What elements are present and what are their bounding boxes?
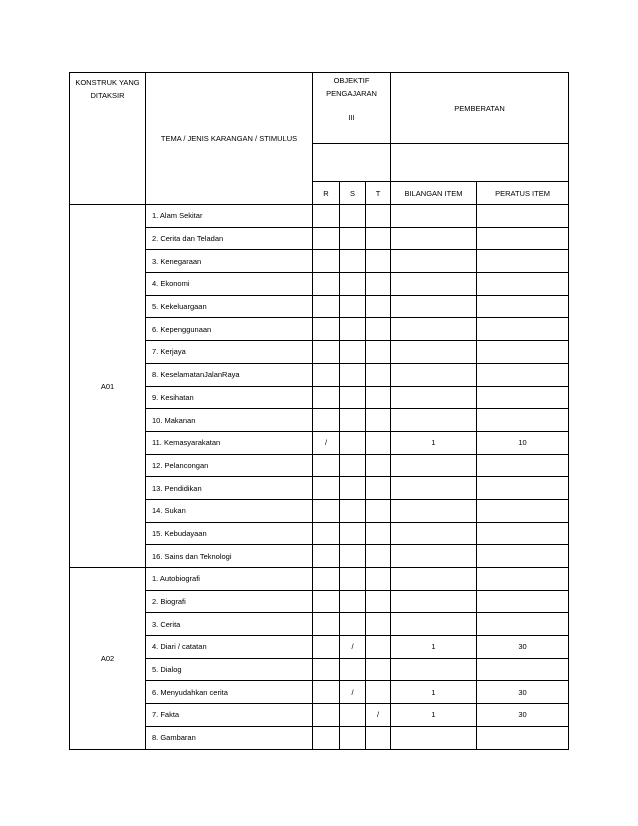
mark-r-cell [313,499,340,522]
peratus-cell [477,499,569,522]
mark-r-cell [313,522,340,545]
mark-s-cell [340,658,366,681]
header-objektif [313,73,391,144]
mark-r-cell [313,545,340,568]
bilangan-cell: 1 [391,681,477,704]
mark-s-cell [340,454,366,477]
mark-r-cell [313,250,340,273]
header-col-s: S [340,182,366,205]
topic-cell: 7. Fakta [146,704,313,727]
mark-t-cell [366,273,391,296]
header-konstruk: KONSTRUK YANG DITAKSIR [70,73,146,205]
mark-r-cell [313,295,340,318]
bilangan-cell: 1 [391,636,477,659]
mark-t-cell [366,386,391,409]
header-col-bilangan: BILANGAN ITEM [391,182,477,205]
topic-cell: 8. KeselamatanJalanRaya [146,363,313,386]
mark-r-cell [313,454,340,477]
header-objektif-line2: PENGAJARAN [326,89,377,98]
mark-r-cell [313,568,340,591]
mark-r-cell: / [313,431,340,454]
mark-t-cell: / [366,704,391,727]
peratus-cell: 30 [477,704,569,727]
mark-t-cell [366,318,391,341]
peratus-cell [477,250,569,273]
peratus-cell [477,613,569,636]
mark-s-cell [340,522,366,545]
specification-table [69,72,569,750]
mark-t-cell [366,363,391,386]
topic-cell: 4. Diari / catatan [146,636,313,659]
peratus-cell [477,205,569,228]
peratus-cell [477,318,569,341]
mark-t-cell [366,454,391,477]
topic-cell: 3. Kenegaraan [146,250,313,273]
peratus-cell [477,273,569,296]
topic-cell: 1. Alam Sekitar [146,205,313,228]
peratus-cell [477,454,569,477]
header-tema: TEMA / JENIS KARANGAN / STIMULUS [146,73,313,205]
topic-cell: 13. Pendidikan [146,477,313,500]
mark-t-cell [366,341,391,364]
mark-t-cell [366,545,391,568]
bilangan-cell [391,454,477,477]
bilangan-cell [391,318,477,341]
peratus-cell [477,477,569,500]
mark-r-cell [313,704,340,727]
header-row [70,73,569,144]
peratus-cell [477,386,569,409]
header-objektif-blank [313,144,391,182]
peratus-cell [477,227,569,250]
mark-t-cell [366,726,391,749]
mark-s-cell [340,613,366,636]
bilangan-cell [391,613,477,636]
topic-cell: 2. Cerita dan Teladan [146,227,313,250]
mark-s-cell [340,477,366,500]
peratus-cell [477,363,569,386]
bilangan-cell [391,590,477,613]
mark-s-cell [340,273,366,296]
mark-s-cell [340,726,366,749]
mark-r-cell [313,363,340,386]
topic-cell: 7. Kerjaya [146,341,313,364]
peratus-cell [477,341,569,364]
mark-t-cell [366,613,391,636]
peratus-cell [477,726,569,749]
mark-s-cell: / [340,636,366,659]
mark-s-cell [340,386,366,409]
bilangan-cell [391,341,477,364]
mark-r-cell [313,273,340,296]
bilangan-cell: 1 [391,704,477,727]
mark-s-cell [340,499,366,522]
topic-cell: 14. Sukan [146,499,313,522]
mark-s-cell [340,227,366,250]
bilangan-cell [391,522,477,545]
mark-t-cell [366,227,391,250]
topic-cell: 10. Makanan [146,409,313,432]
mark-s-cell [340,295,366,318]
mark-r-cell [313,205,340,228]
mark-r-cell [313,590,340,613]
mark-r-cell [313,636,340,659]
bilangan-cell [391,499,477,522]
bilangan-cell: 1 [391,431,477,454]
mark-s-cell: / [340,681,366,704]
mark-s-cell [340,205,366,228]
mark-t-cell [366,568,391,591]
topic-cell: 2. Biografi [146,590,313,613]
topic-cell: 9. Kesihatan [146,386,313,409]
mark-r-cell [313,658,340,681]
mark-t-cell [366,477,391,500]
topic-cell: 15. Kebudayaan [146,522,313,545]
mark-t-cell [366,522,391,545]
mark-s-cell [340,590,366,613]
topic-cell: 4. Ekonomi [146,273,313,296]
header-col-r: R [313,182,340,205]
construct-label: A01 [70,205,146,568]
header-pemberatan-blank [391,144,569,182]
header-objektif-line1: OBJEKTIF [333,76,370,85]
mark-s-cell [340,431,366,454]
bilangan-cell [391,205,477,228]
mark-s-cell [340,363,366,386]
topic-cell: 1. Autobiografi [146,568,313,591]
header-objektif-line3: III [348,113,355,122]
mark-t-cell [366,409,391,432]
topic-cell: 5. Kekeluargaan [146,295,313,318]
topic-cell: 3. Cerita [146,613,313,636]
topic-cell: 6. Menyudahkan cerita [146,681,313,704]
mark-s-cell [340,545,366,568]
bilangan-cell [391,409,477,432]
bilangan-cell [391,726,477,749]
bilangan-cell [391,273,477,296]
peratus-cell [477,658,569,681]
header-pemberatan: PEMBERATAN [391,73,569,144]
mark-s-cell [340,318,366,341]
bilangan-cell [391,477,477,500]
mark-r-cell [313,386,340,409]
mark-r-cell [313,227,340,250]
peratus-cell [477,522,569,545]
peratus-cell [477,568,569,591]
topic-cell: 8. Gambaran [146,726,313,749]
header-col-peratus: PERATUS ITEM [477,182,569,205]
mark-t-cell [366,250,391,273]
bilangan-cell [391,227,477,250]
mark-t-cell [366,205,391,228]
peratus-cell: 10 [477,431,569,454]
mark-r-cell [313,341,340,364]
mark-s-cell [340,409,366,432]
bilangan-cell [391,386,477,409]
mark-t-cell [366,295,391,318]
mark-r-cell [313,681,340,704]
mark-s-cell [340,250,366,273]
bilangan-cell [391,250,477,273]
peratus-cell [477,295,569,318]
table-row [70,205,569,228]
table-row [70,568,569,591]
mark-r-cell [313,613,340,636]
mark-s-cell [340,341,366,364]
bilangan-cell [391,545,477,568]
peratus-cell [477,590,569,613]
mark-s-cell [340,568,366,591]
mark-r-cell [313,726,340,749]
mark-s-cell [340,704,366,727]
peratus-cell [477,545,569,568]
bilangan-cell [391,295,477,318]
peratus-cell: 30 [477,636,569,659]
mark-t-cell [366,681,391,704]
bilangan-cell [391,363,477,386]
mark-t-cell [366,658,391,681]
topic-cell: 12. Pelancongan [146,454,313,477]
topic-cell: 11. Kemasyarakatan [146,431,313,454]
mark-t-cell [366,590,391,613]
peratus-cell: 30 [477,681,569,704]
mark-r-cell [313,409,340,432]
header-col-t: T [366,182,391,205]
bilangan-cell [391,568,477,591]
construct-label: A02 [70,568,146,750]
topic-cell: 5. Dialog [146,658,313,681]
mark-r-cell [313,477,340,500]
topic-cell: 6. Kepenggunaan [146,318,313,341]
peratus-cell [477,409,569,432]
bilangan-cell [391,658,477,681]
topic-cell: 16. Sains dan Teknologi [146,545,313,568]
mark-r-cell [313,318,340,341]
mark-t-cell [366,499,391,522]
mark-t-cell [366,431,391,454]
mark-t-cell [366,636,391,659]
